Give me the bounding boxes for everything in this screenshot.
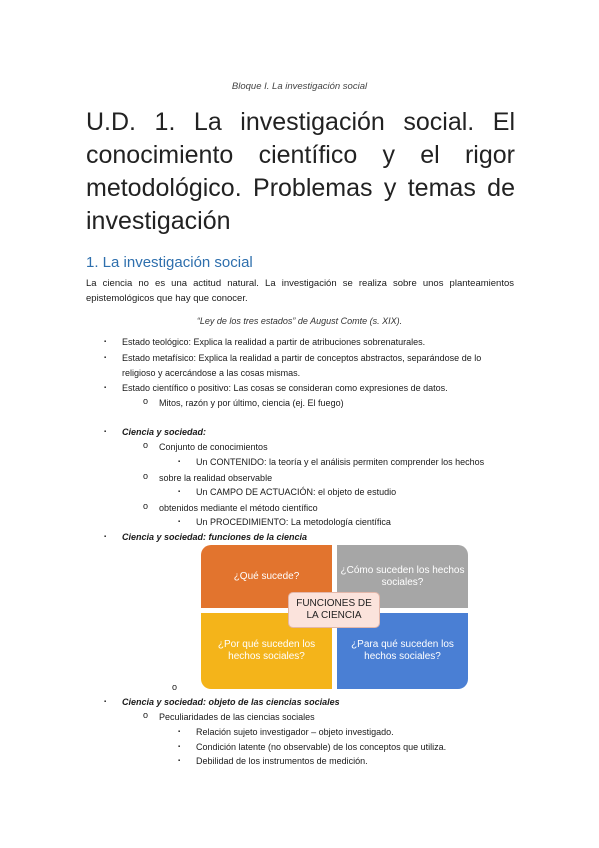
objeto-sub: Peculiaridades de las ciencias sociales <box>159 712 315 722</box>
circle-bullet-icon: o <box>143 440 149 450</box>
diagram-quadrant-para-que: ¿Para qué suceden los hechos sociales? <box>337 613 468 689</box>
square-bullet-icon: ▪ <box>104 355 107 361</box>
objeto-item-1: Relación sujeto investigador – objeto investigado. <box>196 727 394 737</box>
square-bullet-icon: ▪ <box>104 429 107 435</box>
cs-item-3: obtenidos mediante el método científico <box>159 503 318 513</box>
objeto-item-2: Condición latente (no observable) de los conceptos que utiliza. <box>196 742 447 752</box>
diagram-center-label: FUNCIONES DE LA CIENCIA <box>288 592 380 628</box>
estados-sub-item: Mitos, razón y por último, ciencia (ej. El fuego) <box>159 398 344 408</box>
running-header: Bloque I. La investigación social <box>231 81 368 92</box>
funciones-diagram <box>197 542 473 692</box>
section-heading: 1. La investigación social <box>86 254 253 271</box>
cs-item-1-sub: Un CONTENIDO: la teoría y el análisis permiten comprender los hechos <box>196 457 485 467</box>
cs-item-1: Conjunto de conocimientos <box>159 442 268 452</box>
diagram-quadrant-como: ¿Cómo suceden los hechos sociales? <box>337 545 468 608</box>
objeto-heading: Ciencia y sociedad: objeto de las ciencias sociales <box>122 697 340 707</box>
square-bullet-icon: ▪ <box>178 758 181 764</box>
square-bullet-icon: ▪ <box>104 699 107 705</box>
circle-bullet-icon: o <box>143 471 149 481</box>
cs-item-2: sobre la realidad observable <box>159 473 273 483</box>
objeto-item-3: Debilidad de los instrumentos de medición. <box>196 756 368 766</box>
ciencia-sociedad-heading: Ciencia y sociedad: <box>122 427 207 437</box>
circle-bullet-icon: o <box>143 501 149 511</box>
funciones-heading: Ciencia y sociedad: funciones de la ciencia <box>122 532 308 542</box>
square-bullet-icon: ▪ <box>104 385 107 391</box>
page-title: U.D. 1. La investigación social. El conocimiento científico y el rigor metodológico. Problemas y temas de investigación <box>86 108 515 235</box>
square-bullet-icon: ▪ <box>178 744 181 750</box>
cs-item-2-sub: Un CAMPO DE ACTUACIÓN: el objeto de estudio <box>196 487 397 497</box>
estado-teologico: Estado teológico: Explica la realidad a partir de atribuciones sobrenaturales. <box>122 337 426 347</box>
diagram-quadrant-que: ¿Qué sucede? <box>201 545 332 608</box>
intro-paragraph: La ciencia no es una actitud natural. La investigación se realiza sobre unos planteamientos epistemológicos que hay que conocer. <box>86 278 514 304</box>
cs-item-3-sub: Un PROCEDIMIENTO: La metodología científica <box>196 517 391 527</box>
circle-bullet-icon: o <box>143 396 149 406</box>
quote-line: “Ley de los tres estados” de August Comte (s. XIX). <box>196 316 403 326</box>
estado-metafisico: Estado metafísico: Explica la realidad a partir de conceptos abstractos, separándose de lo religioso y acercándose a las cosas mismas. <box>122 353 482 378</box>
square-bullet-icon: ▪ <box>178 459 181 465</box>
estado-cientifico: Estado científico o positivo: Las cosas se consideran como expresiones de datos. <box>122 383 448 393</box>
diagram-quadrant-por-que: ¿Por qué suceden los hechos sociales? <box>201 613 332 689</box>
square-bullet-icon: ▪ <box>178 729 181 735</box>
square-bullet-icon: ▪ <box>104 339 107 345</box>
square-bullet-icon: ▪ <box>178 489 181 495</box>
square-bullet-icon: ▪ <box>178 519 181 525</box>
circle-bullet-icon: o <box>143 710 149 720</box>
circle-bullet-icon: o <box>172 682 178 692</box>
square-bullet-icon: ▪ <box>104 534 107 540</box>
